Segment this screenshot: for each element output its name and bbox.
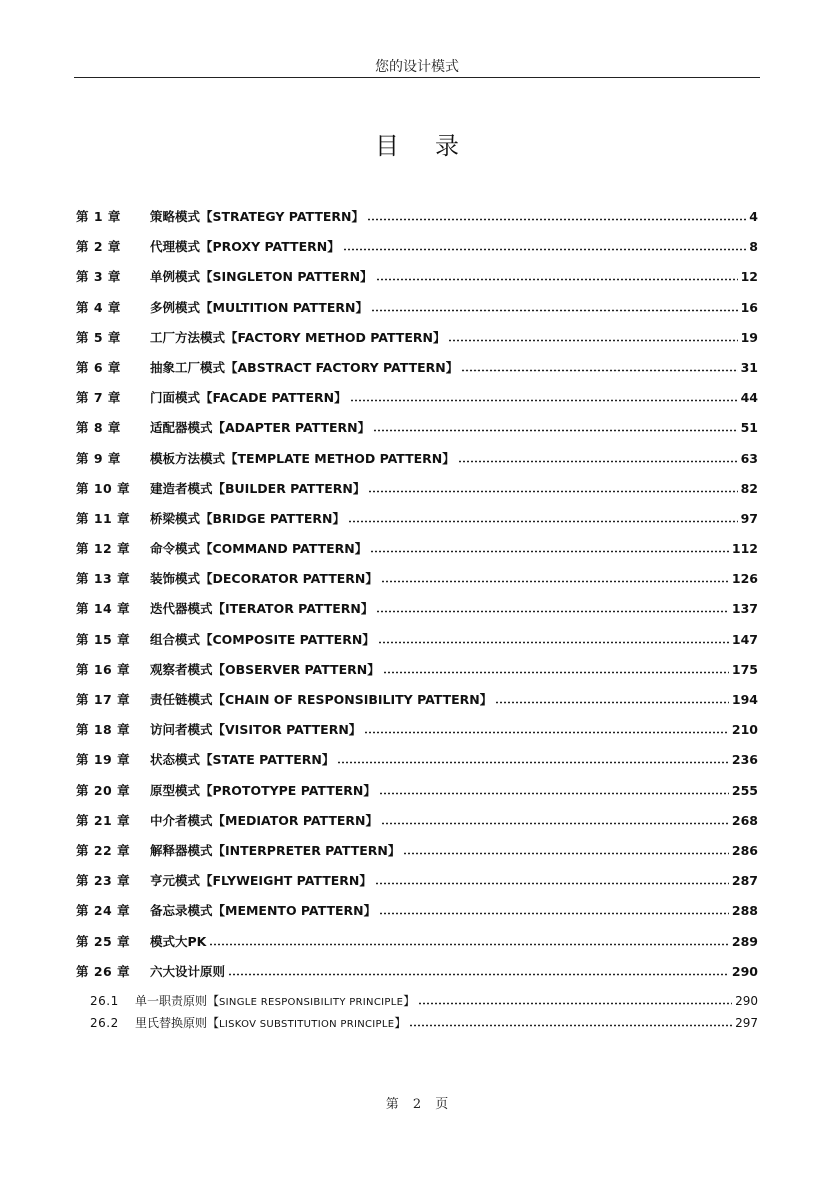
toc-entry[interactable] [76,781,758,811]
page-number: 210 [731,722,758,738]
chapter-title: 命令模式【COMMAND PATTERN】 [150,541,368,557]
page-number: 31 [740,359,758,375]
chapter-number: 第 3 章 [76,269,121,285]
page-number: 63 [740,450,758,466]
chapter-title: 访问者模式【VISITOR PATTERN】 [150,722,362,738]
chapter-number: 第 15 章 [76,631,131,647]
chapter-number: 第 6 章 [76,359,121,375]
section-number: 26.1 [90,993,119,1008]
dot-leader [379,786,729,795]
chapter-title: 责任链模式【CHAIN OF RESPONSIBILITY PATTERN】 [150,692,493,707]
chapter-number: 第 16 章 [76,661,131,677]
toc-entry[interactable] [76,720,758,750]
section-title-en: SINGLE RESPONSIBILITY PRINCIPLE [219,996,404,1008]
chapter-title: 装饰模式【DECORATOR PATTERN】 [150,571,378,587]
page-number: 8 [749,239,758,255]
dot-leader [418,996,732,1005]
chapter-title: 原型模式【PROTOTYPE PATTERN】 [150,782,376,798]
page-number: 194 [731,692,758,707]
chapter-title: 模式大PK [150,933,207,949]
section-title [135,1014,406,1031]
chapter-number: 第 23 章 [76,873,131,889]
section-title [135,992,415,1009]
dot-leader [381,816,729,825]
chapter-number: 第 13 章 [76,571,131,587]
page-number: 297 [735,1015,758,1030]
page-number: 82 [740,480,758,496]
page-footer: 第 2 页 [385,1097,449,1112]
chapter-title: 适配器模式【ADAPTER PATTERN】 [150,420,371,436]
dot-leader [373,423,737,432]
running-header: 您的设计模式 [375,59,459,75]
toc-entry[interactable] [76,871,758,901]
page-number: 236 [731,752,758,768]
dot-leader [228,967,729,976]
dot-leader [350,393,738,402]
section-title-en: LISKOV SUBSTITUTION PRINCIPLE [219,1018,395,1030]
chapter-number: 第 26 章 [76,963,131,979]
dot-leader [379,906,729,915]
section-number: 26.2 [90,1015,119,1030]
toc-subentry[interactable] [76,992,758,1014]
page-number: 289 [731,933,758,949]
toc-entry[interactable] [76,449,758,479]
dot-leader [376,272,738,281]
chapter-title: 桥梁模式【BRIDGE PATTERN】 [150,510,346,526]
chapter-number: 第 11 章 [76,510,131,526]
dot-leader [461,363,737,372]
toc-entry[interactable] [76,479,758,509]
chapter-number: 第 14 章 [76,601,131,617]
chapter-number: 第 20 章 [76,782,131,798]
toc-entry[interactable] [76,962,758,992]
page-number: 286 [731,842,758,858]
chapter-number: 第 8 章 [76,420,121,436]
toc-entry[interactable] [76,237,758,267]
chapter-number: 第 19 章 [76,752,131,768]
chapter-number: 第 21 章 [76,812,131,828]
page-number: 112 [731,541,758,557]
toc-entry[interactable] [76,388,758,418]
chapter-title: 策略模式【STRATEGY PATTERN】 [150,209,364,224]
chapter-title: 状态模式【STATE PATTERN】 [150,752,335,768]
chapter-title: 模板方法模式【TEMPLATE METHOD PATTERN】 [150,450,455,466]
section-title-cn: 里氏替换原则【 [135,1015,220,1030]
page-number: 290 [731,963,758,979]
toc-entry[interactable] [76,509,758,539]
chapter-number: 第 5 章 [76,329,121,345]
page-number: 255 [731,782,758,798]
dot-leader [403,846,729,855]
chapter-title: 建造者模式【BUILDER PATTERN】 [150,480,366,496]
chapter-title: 门面模式【FACADE PATTERN】 [150,390,347,406]
toc-list [76,207,758,1036]
toc-subentry[interactable] [76,1014,758,1036]
dot-leader [381,574,729,583]
dot-leader [368,484,737,493]
page-number: 288 [731,903,758,919]
toc-entry[interactable] [76,690,758,720]
chapter-number: 第 1 章 [76,209,121,224]
dot-leader [371,303,738,312]
chapter-title: 工厂方法模式【FACTORY METHOD PATTERN】 [150,329,446,345]
dot-leader [383,665,729,674]
chapter-number: 第 2 章 [76,239,121,255]
page-number: 126 [731,571,758,587]
dot-leader [376,604,729,613]
chapter-number: 第 7 章 [76,390,121,406]
chapter-title: 六大设计原则 [150,963,226,979]
dot-leader [378,635,729,644]
toc-entry[interactable] [76,267,758,297]
toc-entry[interactable] [76,811,758,841]
page-number: 287 [731,873,758,889]
toc-entry[interactable] [76,630,758,660]
chapter-number: 第 9 章 [76,450,121,466]
toc-entry[interactable] [76,539,758,569]
section-title-end: 】 [403,993,416,1008]
page-number: 4 [749,209,758,224]
toc-entry[interactable] [76,841,758,871]
dot-leader [409,1018,732,1027]
chapter-number: 第 24 章 [76,903,131,919]
header-rule [74,77,760,78]
dot-leader [337,755,729,764]
chapter-title: 单例模式【SINGLETON PATTERN】 [150,269,373,285]
chapter-title: 中介者模式【MEDIATOR PATTERN】 [150,812,379,828]
dot-leader [370,544,729,553]
page-number: 97 [740,510,758,526]
chapter-number: 第 4 章 [76,299,121,315]
page-number: 175 [731,661,758,677]
page-number: 290 [735,993,758,1008]
dot-leader [348,514,738,523]
chapter-number: 第 22 章 [76,842,131,858]
toc-entry[interactable] [76,328,758,358]
dot-leader [343,242,747,251]
chapter-number: 第 10 章 [76,480,131,496]
chapter-number: 第 17 章 [76,692,131,707]
page-number: 268 [731,812,758,828]
chapter-title: 代理模式【PROXY PATTERN】 [150,239,340,255]
dot-leader [367,212,746,221]
page-number: 19 [740,329,758,345]
page-number: 44 [740,390,758,406]
toc-entry[interactable] [76,207,758,237]
chapter-title: 迭代器模式【ITERATOR PATTERN】 [150,601,374,617]
chapter-title: 观察者模式【OBSERVER PATTERN】 [150,661,380,677]
chapter-title: 抽象工厂模式【ABSTRACT FACTORY PATTERN】 [150,359,459,375]
page-number: 16 [740,299,758,315]
dot-leader [364,725,729,734]
toc-entry[interactable] [76,569,758,599]
page-number: 51 [740,420,758,436]
chapter-title: 组合模式【COMPOSITE PATTERN】 [150,631,375,647]
dot-leader [495,695,729,704]
chapter-title: 备忘录模式【MEMENTO PATTERN】 [150,903,377,919]
toc-entry[interactable] [76,660,758,690]
chapter-title: 多例模式【MULTITION PATTERN】 [150,299,368,315]
chapter-number: 第 12 章 [76,541,131,557]
toc-entry[interactable] [76,298,758,328]
section-title-end: 】 [394,1015,407,1030]
section-title-cn: 单一职责原则【 [135,993,220,1008]
dot-leader [448,333,737,342]
toc-entry[interactable] [76,599,758,629]
dot-leader [375,876,729,885]
toc-entry[interactable] [76,932,758,962]
toc-entry[interactable] [76,358,758,388]
page-number: 147 [731,631,758,647]
chapter-title: 解释器模式【INTERPRETER PATTERN】 [150,842,401,858]
toc-entry[interactable] [76,901,758,931]
chapter-number: 第 18 章 [76,722,131,738]
toc-entry[interactable] [76,418,758,448]
toc-entry[interactable] [76,750,758,780]
page-number: 137 [731,601,758,617]
page-number: 12 [740,269,758,285]
dot-leader [209,937,729,946]
chapter-number: 第 25 章 [76,933,131,949]
chapter-title: 亨元模式【FLYWEIGHT PATTERN】 [150,873,372,889]
toc-title: 目录 [375,132,495,160]
dot-leader [458,454,738,463]
